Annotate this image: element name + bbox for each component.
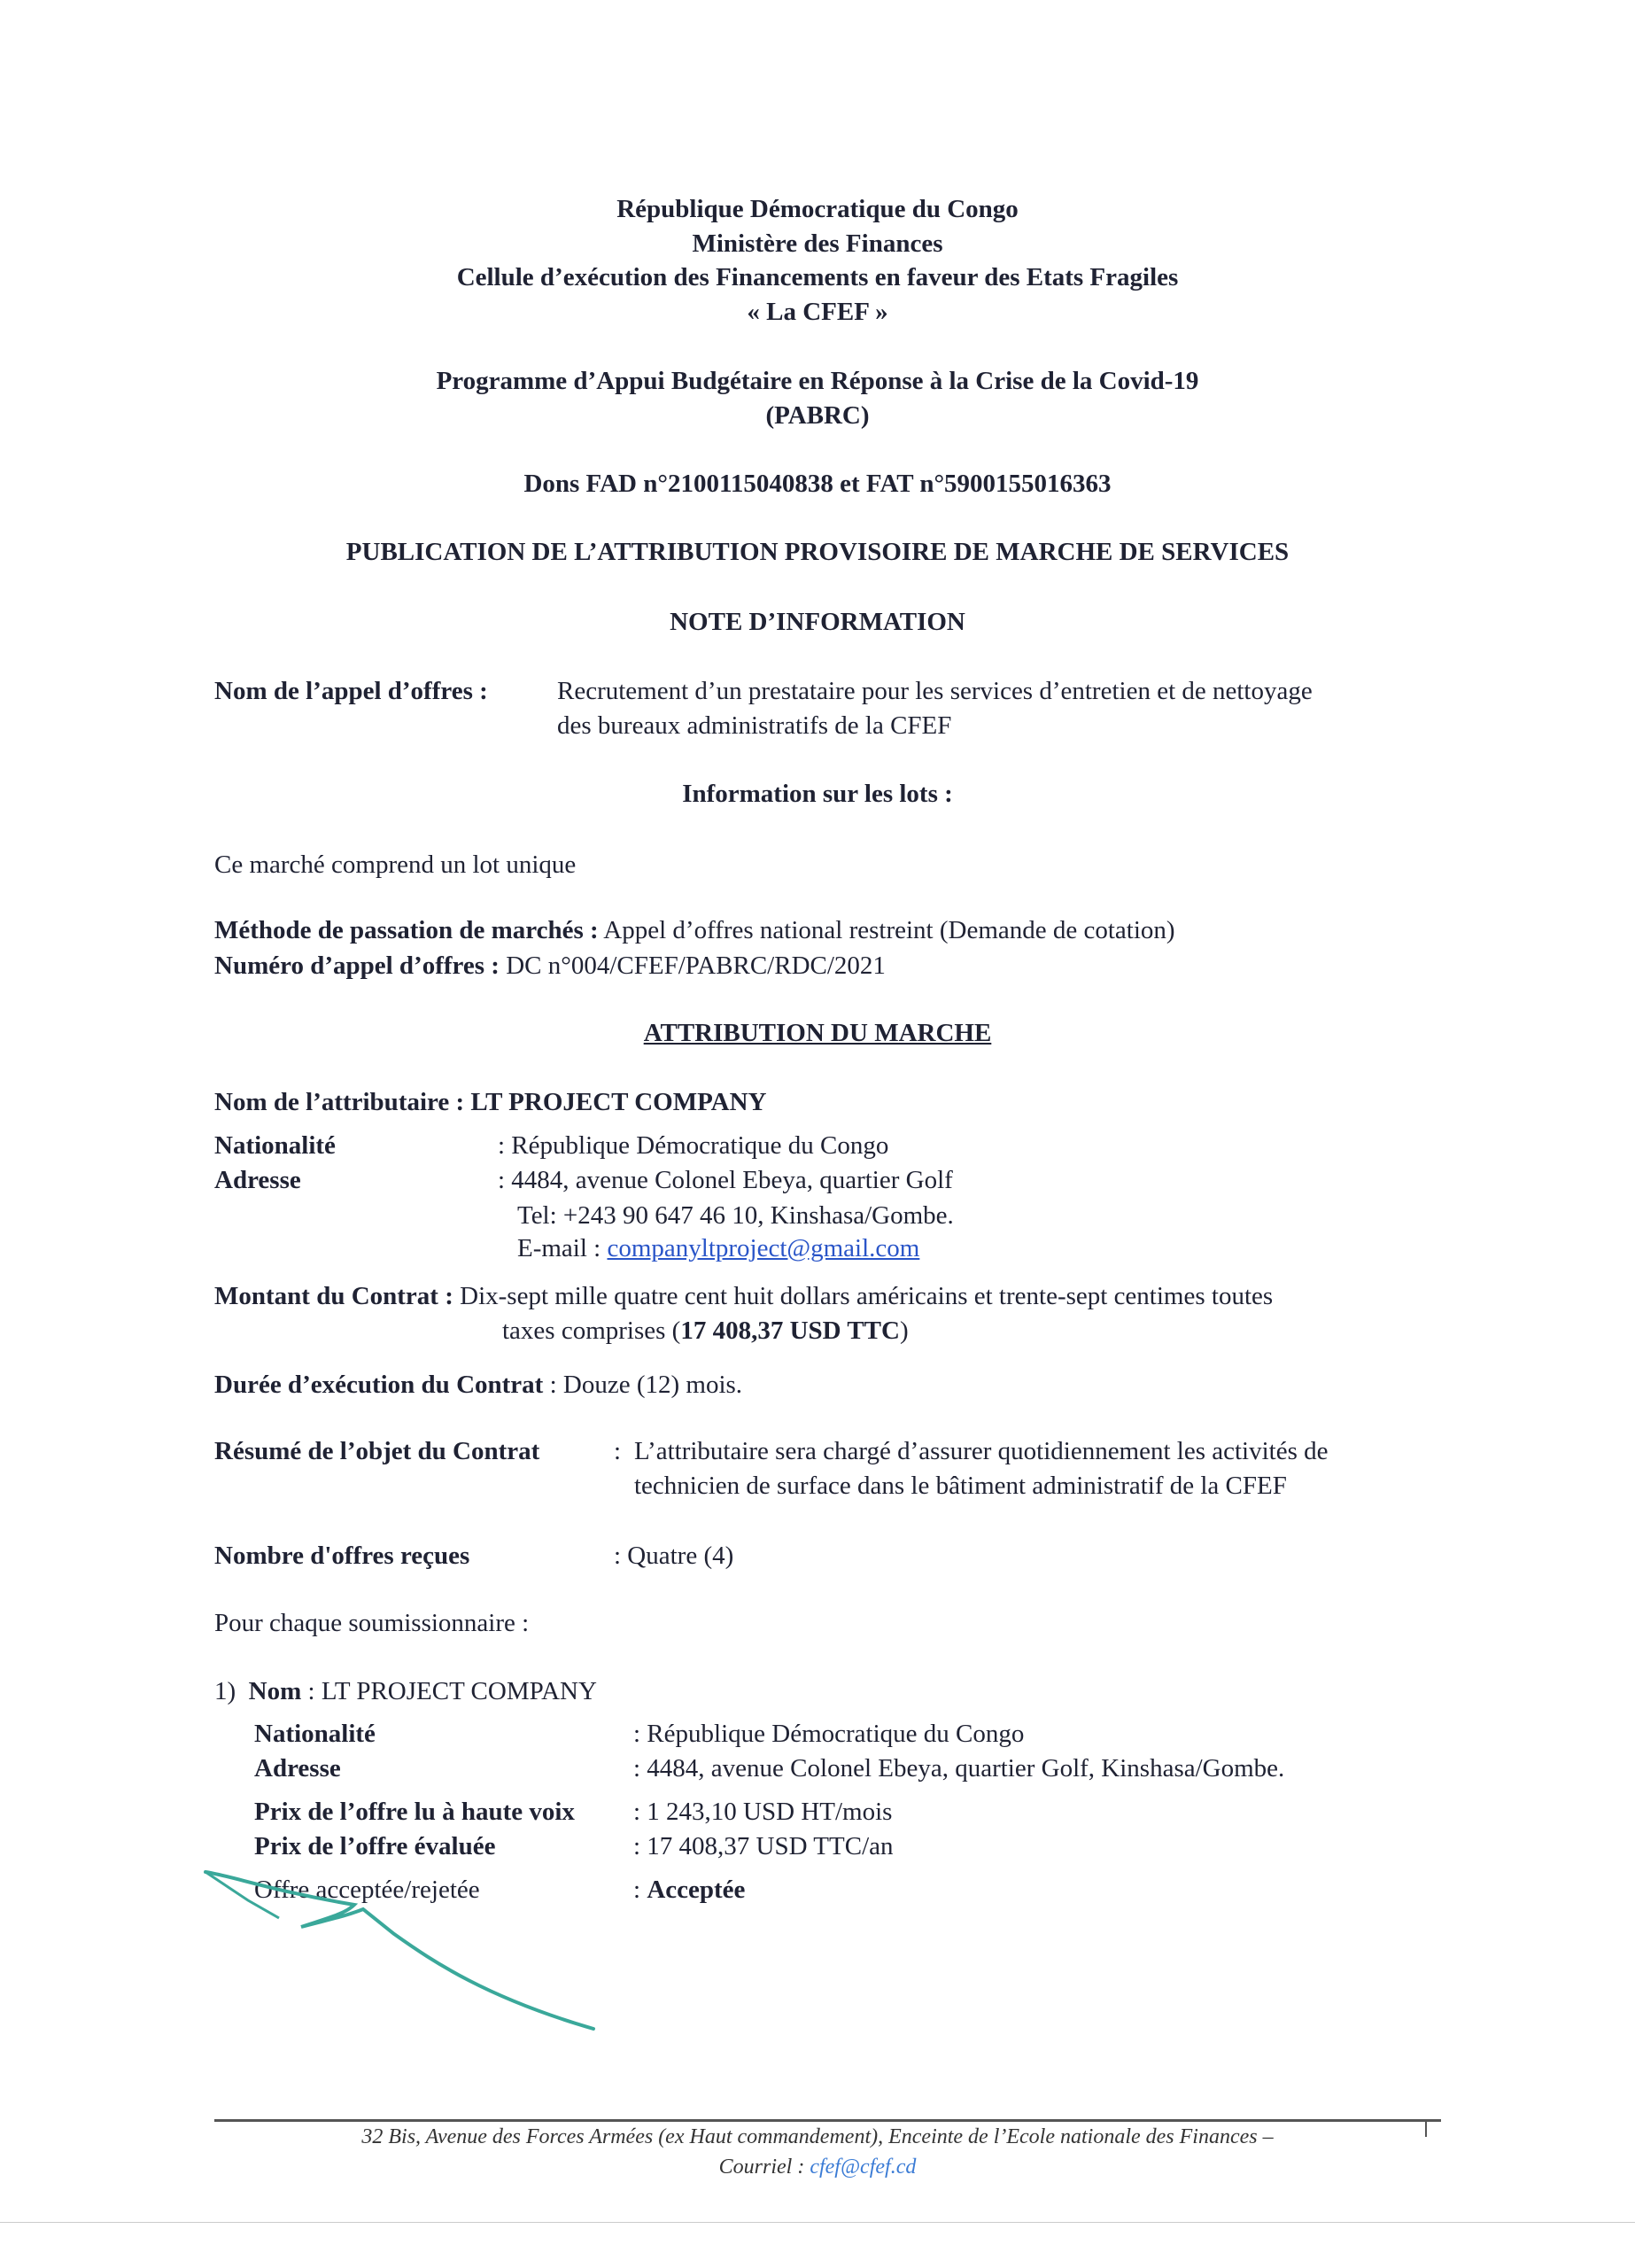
bidder-nationalite-label: Nationalité (254, 1720, 376, 1748)
numero-row (214, 953, 886, 979)
bidder-name-row (214, 1679, 597, 1705)
resume-label: Résumé de l’objet du Contrat (214, 1437, 540, 1465)
footer-address: 32 Bis, Avenue des Forces Armées (ex Haut commandement), Enceinte de l’Ecole nationale des Finances – (361, 2125, 1274, 2148)
nationalite-value: : République Démocratique du Congo (498, 1131, 889, 1160)
attributaire-row (214, 1090, 767, 1115)
adresse-value: : 4484, avenue Colonel Ebeya, quartier Golf (498, 1166, 953, 1194)
bidder-prix-lu-label: Prix de l’offre lu à haute voix (254, 1798, 575, 1826)
email-row (517, 1236, 919, 1262)
numero-label: Numéro d’appel d’offres : (214, 951, 500, 980)
publication-title: PUBLICATION DE L’ATTRIBUTION PROVISOIRE DE MARCHE DE SERVICES (345, 538, 1290, 566)
header-country: République Démocratique du Congo (616, 195, 1019, 223)
tel-value: Tel: +243 90 647 46 10, Kinshasa/Gombe. (517, 1201, 954, 1230)
resume-colon: : (614, 1437, 622, 1465)
grant-numbers: Dons FAD n°2100115040838 et FAT n°5900155016363 (523, 470, 1112, 498)
nationalite-label: Nationalité (214, 1131, 336, 1160)
attribution-title-text: ATTRIBUTION DU MARCHE (643, 1019, 992, 1047)
attribution-title (0, 1021, 1635, 1046)
montant-row (214, 1284, 1273, 1309)
note-title: NOTE D’INFORMATION (670, 608, 965, 636)
attributaire-value: LT PROJECT COMPANY (470, 1088, 767, 1116)
footer-rule (214, 2119, 1441, 2122)
program-acronym: (PABRC) (765, 401, 870, 430)
montant-paren: ) (899, 1317, 909, 1345)
header-cell: Cellule d’exécution des Financements en faveur des Etats Fragiles (456, 263, 1179, 291)
bidder-offre-value: Acceptée (647, 1876, 746, 1904)
resume-value-2: technicien de surface dans le bâtiment administratif de la CFEF (634, 1472, 1287, 1500)
methode-value: Appel d’offres national restreint (Demande de cotation) (603, 916, 1175, 944)
bidder-prix-eval-label: Prix de l’offre évaluée (254, 1832, 496, 1860)
bidder-nom-value: : LT PROJECT COMPANY (307, 1677, 597, 1705)
nombre-value: : Quatre (4) (614, 1542, 734, 1570)
duree-label: Durée d’exécution du Contrat (214, 1371, 544, 1399)
bidder-offre-row (633, 1877, 745, 1903)
resume-value-1: L’attributaire sera chargé d’assurer quotidiennement les activités de (634, 1437, 1329, 1465)
pour-chaque: Pour chaque soumissionnaire : (214, 1609, 530, 1637)
methode-row (214, 918, 1175, 944)
appel-value-2: des bureaux administratifs de la CFEF (557, 711, 952, 740)
bidder-nationalite-value: : République Démocratique du Congo (633, 1720, 1025, 1748)
montant-label: Montant du Contrat : (214, 1282, 453, 1310)
bidder-prix-lu-value: : 1 243,10 USD HT/mois (633, 1798, 893, 1826)
email-label: E-mail : (517, 1234, 601, 1262)
nombre-label: Nombre d'offres reçues (214, 1542, 470, 1570)
montant-text: taxes comprises ( (502, 1317, 681, 1345)
footer-courriel-row (0, 2156, 1635, 2178)
header-ministry: Ministère des Finances (692, 229, 943, 258)
methode-label: Méthode de passation de marchés : (214, 916, 599, 944)
appel-value-1: Recrutement d’un prestataire pour les services d’entretien et de nettoyage (557, 677, 1313, 705)
footer-courriel-label: Courriel : (718, 2155, 805, 2179)
attributaire-label: Nom de l’attributaire : (214, 1088, 465, 1116)
duree-value: : Douze (12) mois. (549, 1371, 743, 1399)
header-cfef: « La CFEF » (747, 298, 888, 326)
page-edge (0, 2222, 1635, 2223)
bidder-offre-colon: : (633, 1876, 641, 1904)
appel-label: Nom de l’appel d’offres : (214, 677, 488, 705)
bidder-adresse-label: Adresse (254, 1754, 341, 1783)
montant-value-1: Dix-sept mille quatre cent huit dollars américains et trente-sept centimes toutes (460, 1282, 1274, 1310)
montant-value-2 (502, 1318, 909, 1344)
bidder-nom-label: Nom (248, 1677, 302, 1705)
email-link[interactable]: companyltproject@gmail.com (607, 1234, 920, 1262)
signature (195, 1865, 602, 2042)
numero-value: DC n°004/CFEF/PABRC/RDC/2021 (506, 951, 886, 980)
program-title: Programme d’Appui Budgétaire en Réponse à la Crise de la Covid-19 (436, 367, 1199, 395)
montant-amount: 17 408,37 USD TTC (680, 1317, 900, 1345)
adresse-label: Adresse (214, 1166, 301, 1194)
lots-text: Ce marché comprend un lot unique (214, 850, 577, 879)
bidder-adresse-value: : 4484, avenue Colonel Ebeya, quartier Golf, Kinshasa/Gombe. (633, 1754, 1285, 1783)
bidder-index: 1) (214, 1677, 236, 1705)
footer-courriel-link[interactable]: cfef@cfef.cd (810, 2155, 917, 2179)
duree-row (214, 1372, 742, 1398)
bidder-offre-label: Offre acceptée/rejetée (254, 1876, 480, 1904)
lots-title: Information sur les lots : (682, 780, 953, 808)
bidder-prix-eval-value: : 17 408,37 USD TTC/an (633, 1832, 894, 1860)
